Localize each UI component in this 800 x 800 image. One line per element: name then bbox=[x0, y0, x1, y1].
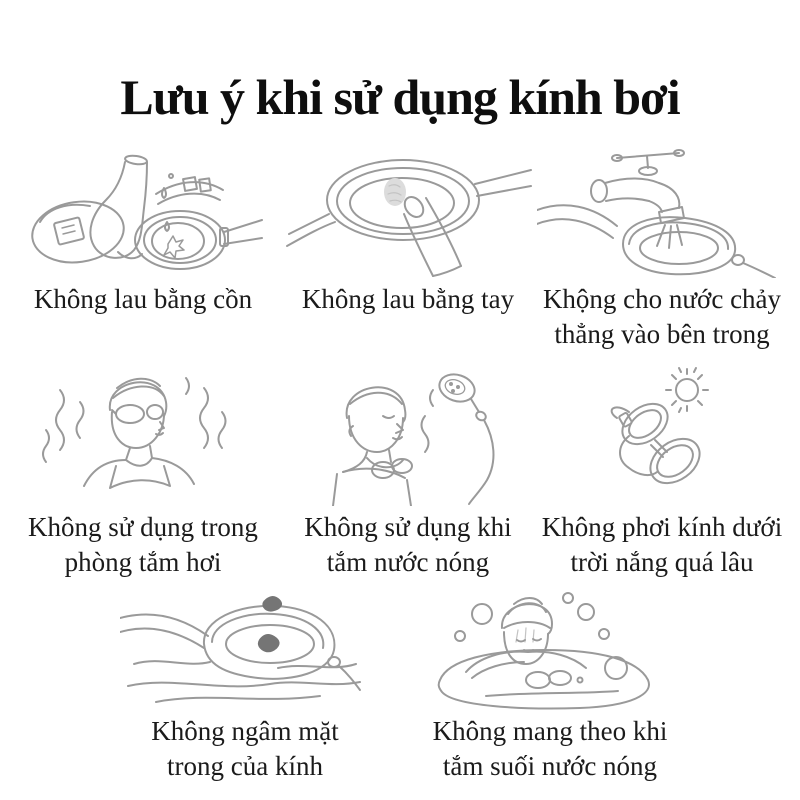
lens-in-water-icon bbox=[95, 588, 395, 710]
caption-no-sun-drying bbox=[542, 510, 782, 580]
caption-line: trời nắng quá lâu bbox=[570, 547, 754, 577]
caption-line: tắm suối nước nóng bbox=[442, 751, 658, 781]
goggles-alcohol-bottle-icon bbox=[10, 148, 276, 278]
caption-no-steam-room bbox=[28, 510, 258, 580]
caption-line: Không sử dụng khi bbox=[304, 512, 512, 542]
instruction-no-sun-drying bbox=[533, 366, 791, 580]
caption-line: trong của kính bbox=[167, 751, 323, 781]
faucet-into-lens-icon bbox=[533, 148, 791, 278]
caption-line: thẳng vào bên trong bbox=[554, 319, 770, 349]
sun-goggles-icon bbox=[533, 366, 791, 506]
steam-room-person-icon bbox=[10, 366, 276, 506]
instruction-no-alcohol bbox=[10, 148, 276, 317]
caption-line: Không phơi kính dưới bbox=[541, 512, 783, 542]
instruction-no-direct-water bbox=[533, 148, 791, 352]
instruction-no-steam-room bbox=[10, 366, 276, 580]
caption-no-soaking bbox=[151, 714, 338, 784]
caption-line: Không ngâm mặt bbox=[151, 716, 339, 746]
caption-no-hand-wipe bbox=[302, 282, 514, 317]
hot-shower-person-icon bbox=[283, 366, 533, 506]
sun-goggles-icon bbox=[537, 366, 787, 506]
caption-line: Không sử dụng trong bbox=[28, 512, 258, 542]
hot-shower-person-icon bbox=[283, 366, 533, 506]
page-title: Lưu ý khi sử dụng kính bơi bbox=[120, 68, 680, 125]
caption-line: Không lau bằng tay bbox=[301, 284, 515, 314]
caption-line: Không mang theo khi bbox=[432, 716, 668, 746]
faucet-into-lens-icon bbox=[537, 148, 787, 278]
finger-on-lens-icon bbox=[283, 148, 533, 278]
instruction-no-soaking bbox=[95, 588, 395, 784]
caption-no-hot-spring bbox=[433, 714, 668, 784]
finger-on-lens-icon bbox=[283, 148, 533, 278]
caption-line: Khộng cho nước chảy bbox=[542, 284, 782, 314]
steam-room-person-icon bbox=[18, 366, 268, 506]
hot-spring-person-icon bbox=[395, 588, 705, 710]
hot-spring-person-icon bbox=[420, 588, 680, 710]
lens-in-water-icon bbox=[120, 588, 370, 710]
caption-line: tắm nước nóng bbox=[326, 547, 490, 577]
instruction-no-hot-spring bbox=[395, 588, 705, 784]
goggles-alcohol-bottle-icon bbox=[18, 148, 268, 278]
instruction-no-hot-shower bbox=[283, 366, 533, 580]
instruction-no-hand-wipe bbox=[283, 148, 533, 317]
caption-line: Không lau bằng cồn bbox=[33, 284, 253, 314]
caption-line: phòng tắm hơi bbox=[64, 547, 222, 577]
caption-no-direct-water bbox=[543, 282, 781, 352]
caption-no-alcohol bbox=[34, 282, 252, 317]
caption-no-hot-shower bbox=[304, 510, 511, 580]
